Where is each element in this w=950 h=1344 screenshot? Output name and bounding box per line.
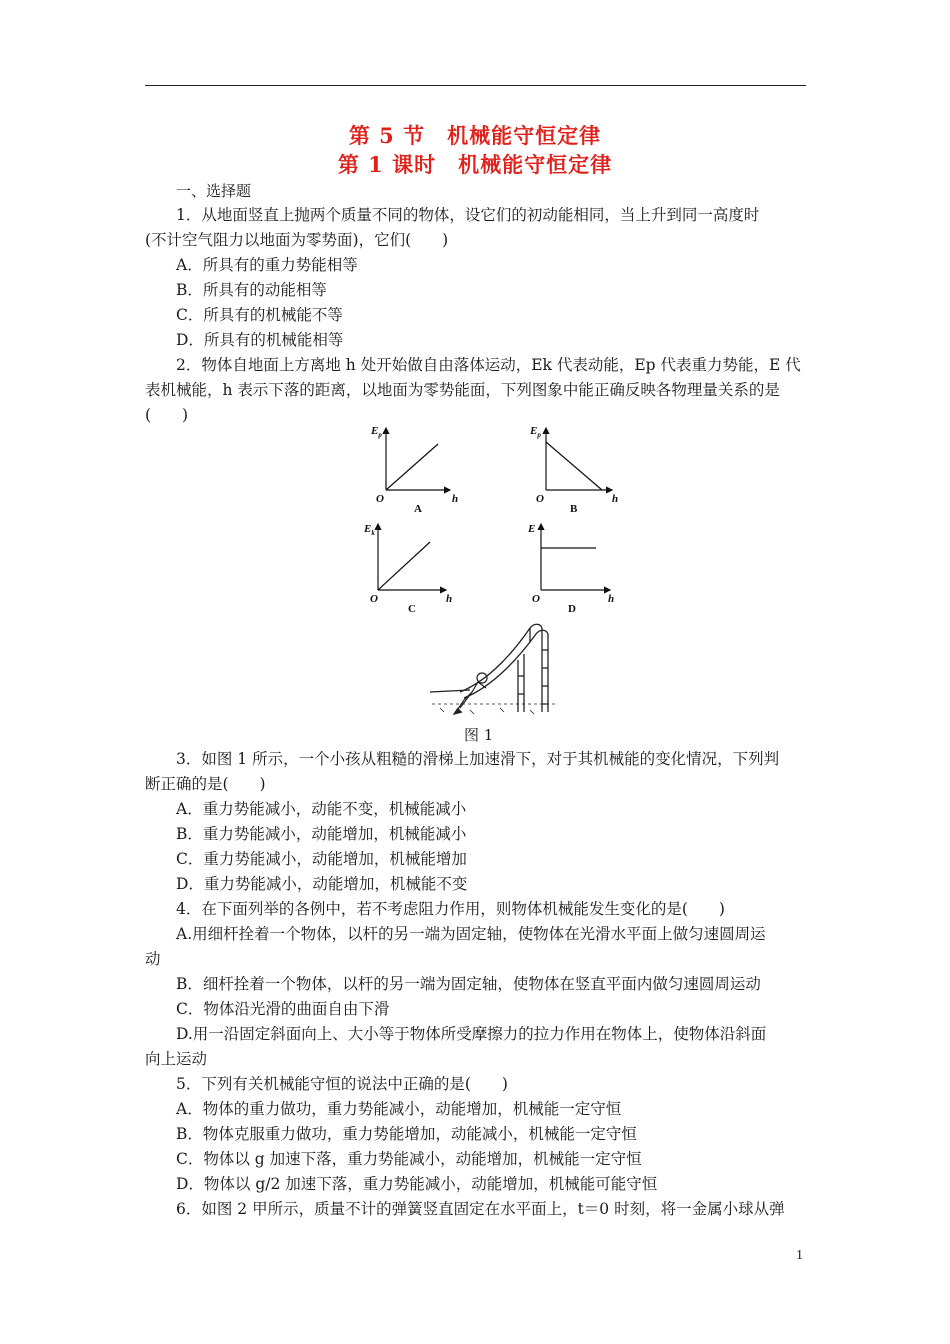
graph-d-origin: O — [532, 593, 540, 605]
section-title: 第 5 节 机械能守恒定律 — [348, 123, 602, 148]
q4-option-c: C．物体沿光滑的曲面自由下滑 — [176, 1000, 390, 1018]
graph-b-y-label: $E_p$ — [530, 425, 541, 439]
graph-c-option: C — [408, 603, 416, 615]
graph-b-option: B — [570, 503, 578, 515]
graph-b-x-label: h — [612, 493, 619, 505]
q4-option-b: B．细杆拴着一个物体，以杆的另一端为固定轴，使物体在竖直平面内做匀速圆周运动 — [176, 975, 761, 993]
q3-stem-line1: 3．如图 1 所示，一个小孩从粗糙的滑梯上加速滑下，对于其机械能的变化情况，下列判 — [176, 750, 780, 768]
graph-b-line — [546, 442, 602, 490]
graph-d-option: D — [568, 603, 576, 615]
q1-option-b: B．所具有的动能相等 — [176, 281, 327, 299]
page-number: 1 — [796, 1248, 803, 1263]
q4-option-d-line1: D.用一沿固定斜面向上、大小等于物体所受摩擦力的拉力作用在物体上，使物体沿斜面 — [176, 1025, 767, 1043]
q4-stem: 4．在下面列举的各例中，若不考虑阻力作用，则物体机械能发生变化的是( ) — [176, 900, 725, 918]
graph-a — [370, 425, 458, 515]
graph-a-option: A — [414, 503, 422, 515]
section-heading: 一、选择题 — [176, 182, 252, 200]
graph-d-x-label: h — [608, 593, 615, 605]
q3-option-c: C．重力势能减小，动能增加，机械能增加 — [176, 850, 467, 868]
q5-stem: 5．下列有关机械能守恒的说法中正确的是( ) — [176, 1075, 508, 1093]
graph-c-origin: O — [370, 593, 378, 605]
graph-b-origin: O — [536, 493, 544, 505]
q5-option-b: B．物体克服重力做功，重力势能增加，动能减小，机械能一定守恒 — [176, 1125, 637, 1143]
q1-stem-line2: (不计空气阻力以地面为零势面)，它们( ) — [145, 231, 449, 249]
graph-d — [527, 523, 614, 615]
q5-option-d: D．物体以 g/2 加速下落，重力势能减小，动能增加，机械能可能守恒 — [176, 1175, 658, 1193]
q3-option-a: A．重力势能减小，动能不变，机械能减小 — [176, 800, 467, 818]
q2-option-graphs — [360, 420, 630, 620]
graph-a-x-label: h — [452, 493, 459, 505]
q4-option-d-line2: 向上运动 — [145, 1050, 208, 1068]
header-rule — [145, 85, 806, 86]
slide-illustration — [430, 620, 560, 720]
graph-d-y-label: E — [528, 523, 536, 535]
q2-stem-line3: ( ) — [145, 406, 189, 424]
q3-option-d: D．重力势能减小，动能增加，机械能不变 — [176, 875, 468, 893]
q1-option-c: C．所具有的机械能不等 — [176, 306, 343, 324]
q5-option-c: C．物体以 g 加速下落，重力势能减小，动能增加，机械能一定守恒 — [176, 1150, 642, 1168]
graph-c-y-label: $E_k$ — [364, 523, 375, 537]
q1-stem-line1: 1．从地面竖直上抛两个质量不同的物体，设它们的初动能相同，当上升到同一高度时 — [176, 206, 760, 224]
graph-b — [529, 425, 618, 515]
figure-1-caption: 图 1 — [464, 726, 494, 744]
q2-stem-line1: 2．物体自地面上方离地 h 处开始做自由落体运动，Ek 代表动能，Ep 代表重力势能，E 代 — [176, 356, 801, 374]
graph-c-x-label: h — [446, 593, 453, 605]
q1-option-d: D．所具有的机械能相等 — [176, 331, 344, 349]
q1-option-a: A．所具有的重力势能相等 — [176, 256, 358, 274]
q4-option-a-line2: 动 — [145, 950, 161, 968]
q3-option-b: B．重力势能减小，动能增加，机械能减小 — [176, 825, 467, 843]
q2-stem-line2: 表机械能，h 表示下落的距离，以地面为零势能面，下列图象中能正确反映各物理量关系的是 — [145, 381, 780, 399]
q4-option-a-line1: A.用细杆拴着一个物体，以杆的另一端为固定轴，使物体在光滑水平面上做匀速圆周运 — [176, 925, 766, 943]
q3-stem-line2: 断正确的是( ) — [145, 775, 266, 793]
lesson-title: 第 1 课时 机械能守恒定律 — [337, 152, 613, 177]
graph-a-origin: O — [376, 493, 384, 505]
graph-a-line — [386, 444, 438, 490]
graph-a-y-label: $E_p$ — [371, 425, 382, 439]
q5-option-a: A．物体的重力做功，重力势能减小，动能增加，机械能一定守恒 — [176, 1100, 622, 1118]
graph-c-line — [378, 542, 430, 590]
graph-c — [363, 523, 452, 615]
q6-stem-line1: 6．如图 2 甲所示，质量不计的弹簧竖直固定在水平面上，t＝0 时刻，将一金属小球从弹 — [176, 1200, 785, 1218]
